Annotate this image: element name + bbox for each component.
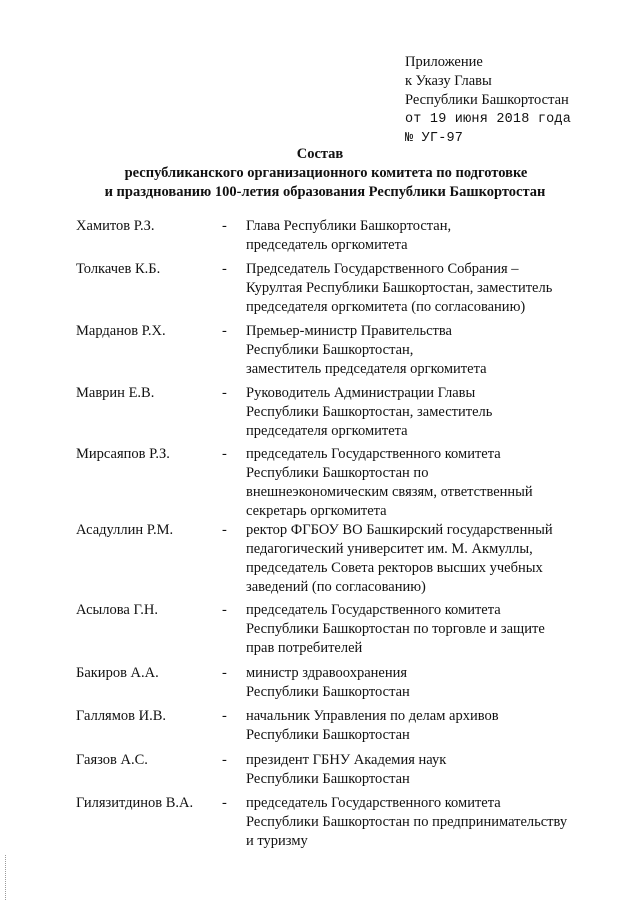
member-role: [246, 751, 446, 789]
role-line: Руководитель Администрации Главы: [246, 385, 476, 401]
role-line: президент ГБНУ Академия наук: [246, 752, 447, 768]
member-dash: -: [222, 261, 227, 277]
member-role: [246, 521, 553, 597]
title-line: республиканского организационного комитета по подготовке: [124, 165, 528, 181]
role-line: Республики Башкортостан по: [246, 465, 429, 481]
scan-margin-marks: [5, 855, 9, 900]
member-role: [246, 445, 533, 521]
member-name: Мирсаяпов Р.З.: [76, 446, 170, 462]
member-name: Бакиров А.А.: [76, 665, 159, 681]
role-line: секретарь оргкомитета: [246, 503, 387, 519]
role-line: внешнеэкономическим связям, ответственный: [246, 484, 533, 500]
member-role: [246, 384, 492, 441]
title-line: и празднованию 100-летия образования Республики Башкортостан: [104, 184, 546, 200]
member-name: Гилязитдинов В.А.: [76, 795, 194, 811]
member-name: Гаязов А.С.: [76, 752, 148, 768]
role-line: Республики Башкортостан: [246, 727, 410, 743]
role-line: председателя оргкомитета (по согласованию): [246, 299, 526, 315]
member-dash: -: [222, 795, 227, 811]
member-dash: -: [222, 752, 227, 768]
role-line: председатель Государственного комитета: [246, 795, 501, 811]
appendix-line: Республики Башкортостан: [405, 92, 569, 108]
role-line: Республики Башкортостан по торговле и защите: [246, 621, 545, 637]
role-line: заведений (по согласованию): [246, 579, 426, 595]
role-line: начальник Управления по делам архивов: [246, 708, 499, 724]
role-line: председатель Государственного комитета: [246, 602, 501, 618]
member-dash: -: [222, 602, 227, 618]
document-title: [0, 145, 640, 202]
role-line: Республики Башкортостан: [246, 771, 410, 787]
member-role: [246, 601, 545, 658]
role-line: Премьер-министр Правительства: [246, 323, 452, 339]
member-dash: -: [222, 522, 227, 538]
member-role: [246, 260, 552, 317]
role-line: Глава Республики Башкортостан,: [246, 218, 452, 234]
role-line: Республики Башкортостан, заместитель: [246, 404, 493, 420]
role-line: председатель Государственного комитета: [246, 446, 501, 462]
role-line: ректор ФГБОУ ВО Башкирский государственный: [246, 522, 553, 538]
member-dash: -: [222, 446, 227, 462]
appendix-header: [405, 53, 571, 148]
member-name: Асадуллин Р.М.: [76, 522, 174, 538]
role-line: Республики Башкортостан по предпринимательству: [246, 814, 568, 830]
member-dash: -: [222, 323, 227, 339]
role-line: и туризму: [246, 833, 308, 849]
appendix-date: от 19 июня 2018 года: [405, 112, 572, 127]
member-role: [246, 794, 567, 851]
role-line: педагогический университет им. М. Акмуллы,: [246, 541, 533, 557]
member-role: [246, 707, 499, 745]
member-name: Толкачев К.Б.: [76, 261, 161, 277]
member-dash: -: [222, 385, 227, 401]
role-line: прав потребителей: [246, 640, 363, 656]
member-name: Маврин Е.В.: [76, 385, 155, 401]
role-line: председатель Совета ректоров высших учебных: [246, 560, 543, 576]
member-name: Асылова Г.Н.: [76, 602, 158, 618]
member-dash: -: [222, 708, 227, 724]
member-dash: -: [222, 218, 227, 234]
role-line: Председатель Государственного Собрания –: [246, 261, 519, 277]
member-role: [246, 664, 410, 702]
appendix-number: № УГ-97: [405, 131, 464, 146]
role-line: председателя оргкомитета: [246, 423, 408, 439]
appendix-line: Приложение: [405, 54, 483, 70]
member-dash: -: [222, 665, 227, 681]
role-line: Республики Башкортостан: [246, 684, 410, 700]
role-line: Курултая Республики Башкортостан, заместитель: [246, 280, 553, 296]
member-name: Хамитов Р.З.: [76, 218, 155, 234]
role-line: министр здравоохранения: [246, 665, 408, 681]
appendix-line: к Указу Главы: [405, 73, 492, 89]
member-role: [246, 217, 451, 255]
role-line: Республики Башкортостан,: [246, 342, 414, 358]
member-name: Галлямов И.В.: [76, 708, 167, 724]
role-line: председатель оргкомитета: [246, 237, 408, 253]
member-role: [246, 322, 487, 379]
member-name: Марданов Р.Х.: [76, 323, 166, 339]
role-line: заместитель председателя оргкомитета: [246, 361, 487, 377]
title-heading: Состав: [296, 146, 344, 162]
